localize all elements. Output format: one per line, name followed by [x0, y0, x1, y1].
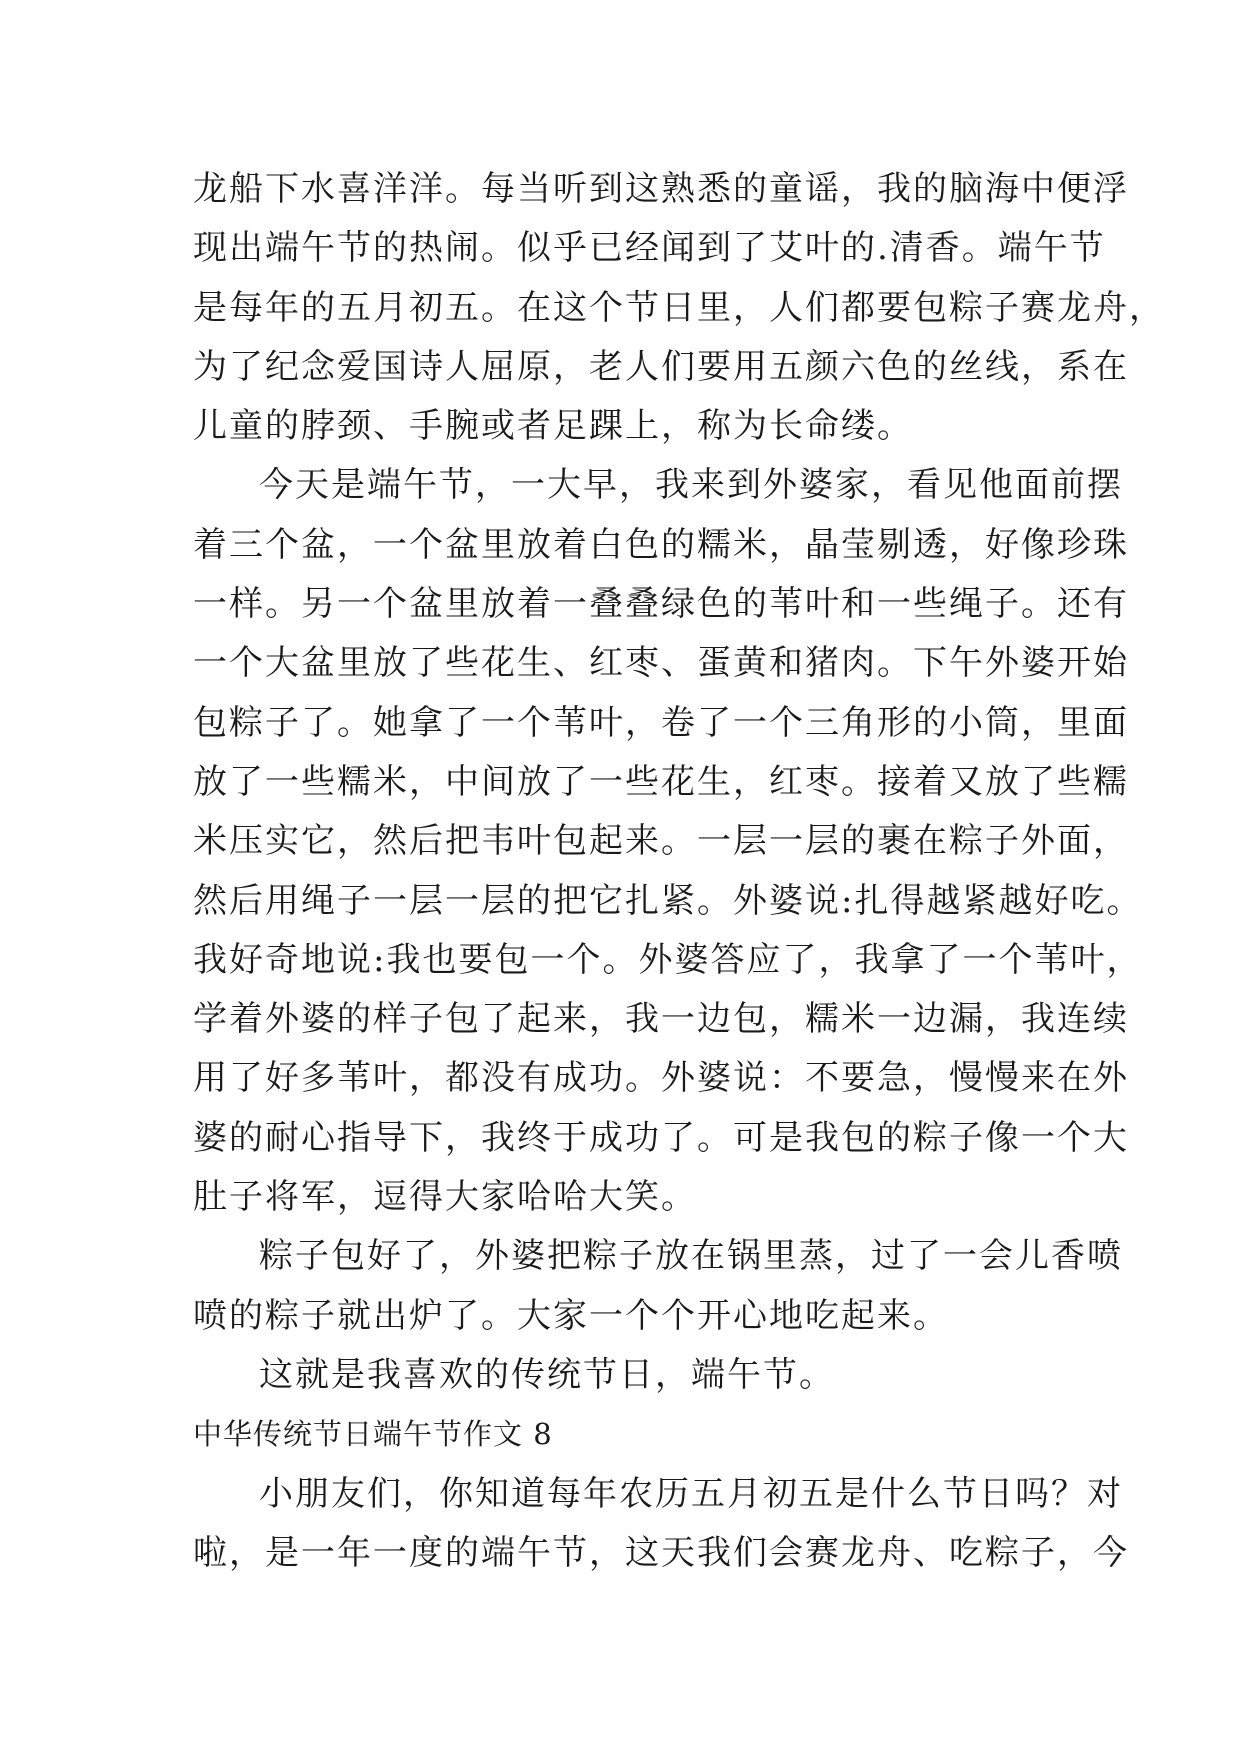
text-line: 用了好多苇叶，都没有成功。外婆说：不要急，慢慢来在外	[193, 1058, 1129, 1099]
text-line: 龙船下水喜洋洋。每当听到这熟悉的童谣，我的脑海中便浮	[193, 169, 1129, 209]
text-line: 是每年的五月初五。在这个节日里，人们都要包粽子赛龙舟，	[193, 287, 1165, 328]
text-line: 包粽子了。她拿了一个苇叶，卷了一个三角形的小筒，里面	[193, 702, 1129, 743]
paragraph-first-line: 这就是我喜欢的传统节日，端午节。	[259, 1354, 835, 1395]
text-line: 然后用绳子一层一层的把它扎紧。外婆说:扎得越紧越好吃。	[193, 880, 1143, 921]
text-line: 啦，是一年一度的端午节，这天我们会赛龙舟、吃粽子，今	[193, 1532, 1129, 1573]
text-line: 一样。另一个盆里放着一叠叠绿色的苇叶和一些绳子。还有	[193, 584, 1129, 625]
text-line: 现出端午节的热闹。似乎已经闻到了艾叶的.清香。端午节	[193, 228, 1106, 269]
text-line: 肚子将军，逗得大家哈哈大笑。	[193, 1177, 697, 1218]
text-line: 为了纪念爱国诗人屈原，老人们要用五颜六色的丝线，系在	[193, 346, 1129, 387]
paragraph-first-line: 今天是端午节，一大早，我来到外婆家，看见他面前摆	[259, 465, 1123, 506]
text-line: 一个大盆里放了些花生、红枣、蛋黄和猪肉。下午外婆开始	[193, 643, 1129, 684]
section-heading: 中华传统节日端午节作文 8	[193, 1417, 553, 1452]
text-line: 喷的粽子就出炉了。大家一个个开心地吃起来。	[193, 1295, 949, 1336]
essay-body	[193, 160, 1165, 1583]
text-line: 婆的耐心指导下，我终于成功了。可是我包的粽子像一个大	[193, 1117, 1129, 1158]
text-line: 学着外婆的样子包了起来，我一边包，糯米一边漏，我连续	[193, 999, 1129, 1040]
text-line: 儿童的脖颈、手腕或者足踝上，称为长命缕。	[193, 406, 913, 447]
paragraph-first-line: 粽子包好了，外婆把粽子放在锅里蒸，过了一会儿香喷	[259, 1236, 1123, 1277]
paragraph-first-line: 小朋友们，你知道每年农历五月初五是什么节日吗？对	[259, 1473, 1123, 1514]
text-line: 米压实它，然后把韦叶包起来。一层一层的裹在粽子外面，	[193, 821, 1129, 862]
text-line: 着三个盆，一个盆里放着白色的糯米，晶莹剔透，好像珍珠	[193, 524, 1129, 565]
text-line: 我好奇地说:我也要包一个。外婆答应了，我拿了一个苇叶，	[193, 939, 1143, 980]
text-line: 放了一些糯米，中间放了一些花生，红枣。接着又放了些糯	[193, 761, 1129, 802]
